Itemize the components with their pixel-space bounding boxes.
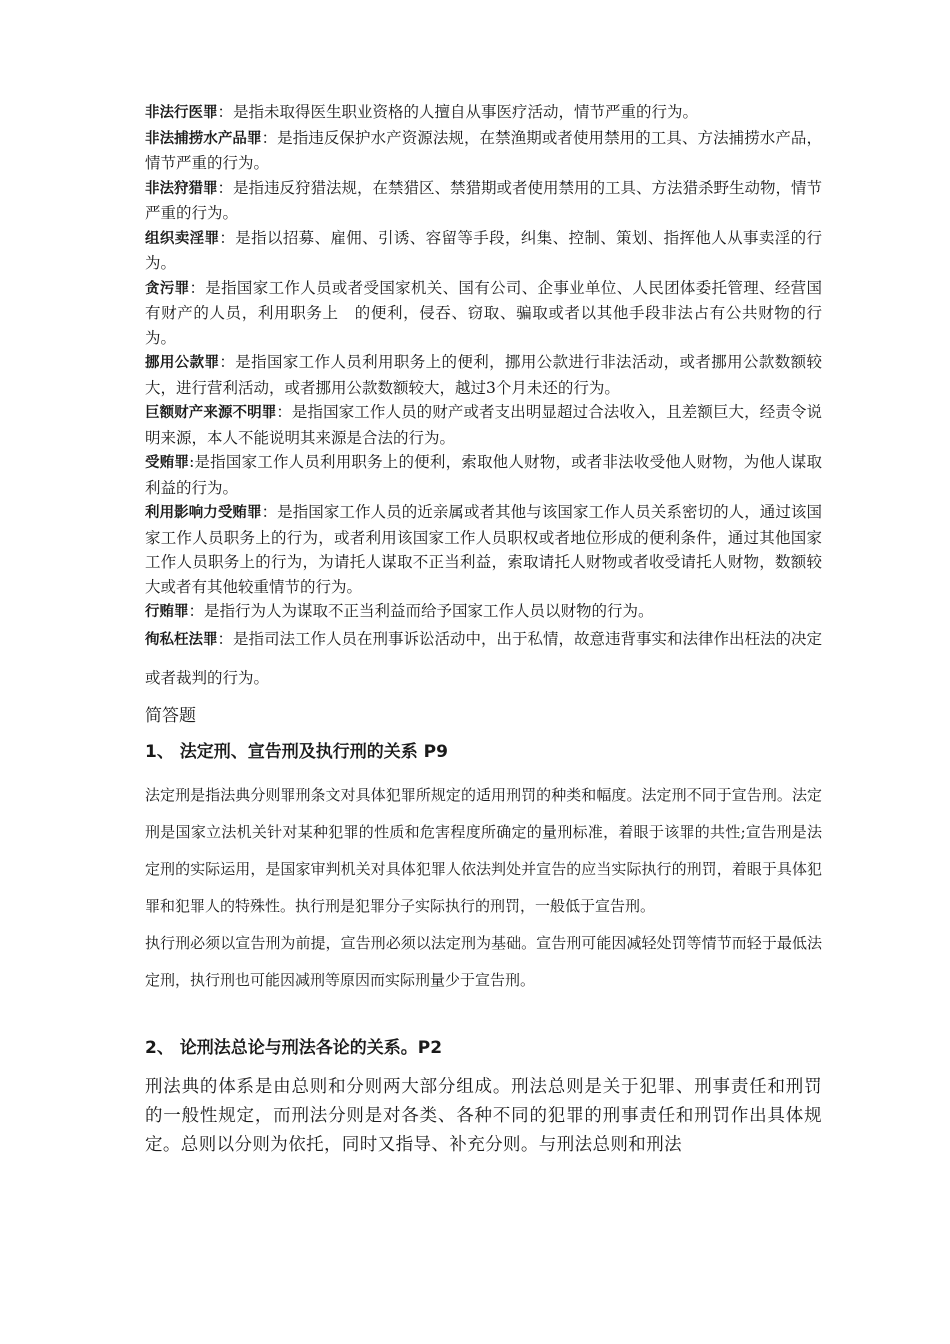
definition-text: ：是指违反狩猎法规，在禁猎区、禁猎期或者使用禁用的工具、方法猎杀野生动物，情节严重的行为。	[145, 178, 823, 222]
definition-term: 组织卖淫罪	[145, 230, 220, 247]
definition-term: 非法狩猎罪	[145, 180, 218, 197]
definition-text: ：是指违反保护水产资源法规，在禁渔期或者使用禁用的工具、方法捕捞水产品，情节严重的行为。	[145, 128, 822, 172]
definition-term: 贪污罪	[145, 280, 190, 297]
definition-item	[145, 100, 822, 126]
definition-term: 非法捕捞水产品罪	[145, 130, 262, 147]
definition-term: 巨额财产来源不明罪	[145, 405, 277, 421]
question-2-title: 2、 论刑法总论与刑法各论的关系。P2	[145, 1037, 443, 1058]
definition-item	[145, 350, 822, 400]
definition-text: ：是指国家工作人员的财产或者支出明显超过合法收入，且差额巨大，经责令说明来源，本人不能说明其来源是合法的行为。	[145, 403, 822, 447]
spacer	[145, 999, 822, 1025]
definition-item	[145, 500, 822, 599]
definition-item	[145, 400, 822, 450]
definition-term: 行贿罪	[145, 604, 189, 620]
definition-term: 受贿罪	[145, 455, 190, 471]
definition-term: 徇私枉法罪	[145, 631, 218, 648]
definition-item	[145, 450, 822, 500]
definition-text: :是指国家工作人员利用职务上的便利，索取他人财物，或者非法收受他人财物，为他人谋取利益的行为。	[145, 453, 822, 497]
definition-term: 非法行医罪	[145, 105, 218, 121]
definition-text: ：是指以招募、雇佣、引诱、容留等手段，纠集、控制、策划、指挥他人从事卖淫的行为。	[145, 228, 822, 272]
definition-text: ：是指国家工作人员的近亲属或者其他与该国家工作人员关系密切的人，通过该国家工作人员职务上的行为，或者利用该国家工作人员职权或者地位形成的便利条件，通过其他国家工作人员职务上的行为，为请托人谋取不正当利益，索取请托人财物或者收受请托人财物，数额较大或者有其他较重情节的行为。	[145, 503, 822, 596]
definition-term: 利用影响力受贿罪	[145, 505, 262, 521]
definition-text: ：是指司法工作人员在刑事诉讼活动中，出于私情，故意违背事实和法律作出枉法的决定或者裁判的行为。	[145, 629, 823, 687]
section-heading: 简答题	[145, 705, 196, 726]
definition-text: ：是指国家工作人员利用职务上的便利，挪用公款进行非法活动，或者挪用公款数额较大，进行营利活动，或者挪用公款数额较大，越过3个月未还的行为。	[145, 353, 822, 397]
definition-text: ：是指国家工作人员或者受国家机关、国有公司、企事业单位、人民团体委托管理、经营国有财产的人员，利用职务上 的便利，侵吞、窃取、骗取或者以其他手段非法占有公共财物的行为。	[145, 278, 822, 347]
definition-item	[145, 276, 822, 351]
definition-text: ：是指未取得医生职业资格的人擅自从事医疗活动，情节严重的行为。	[217, 103, 699, 121]
definition-item	[145, 176, 822, 226]
definitions-list	[145, 100, 822, 697]
definition-text: ：是指行为人为谋取不正当利益而给予国家工作人员以财物的行为。	[188, 602, 654, 620]
definition-item	[145, 126, 822, 176]
question-1-title: 1、 法定刑、宣告刑及执行刑的关系 P9	[145, 741, 448, 762]
question-1-paragraph: 法定刑是指法典分则罪刑条文对具体犯罪所规定的适用刑罚的种类和幅度。法定刑不同于宣告刑。法定刑是国家立法机关针对某种犯罪的性质和危害程度所确定的量刑标准，着眼于该罪的共性;宣告刑是法定刑的实际运用，是国家审判机关对具体犯罪人依法判处并宣告的应当实际执行的刑罚，着眼于具体犯罪和犯罪人的特殊性。执行刑是犯罪分子实际执行的刑罚，一般低于宣告刑。	[145, 785, 822, 915]
definition-term: 挪用公款罪	[145, 355, 220, 371]
question-2-paragraph: 刑法典的体系是由总则和分则两大部分组成。刑法总则是关于犯罪、刑事责任和刑罚的一般性规定，而刑法分则是对各类、各种不同的犯罪的刑事责任和刑罚作出具体规定。总则以分则为依托，同时又指导、补充分则。与刑法总则和刑法	[145, 1076, 822, 1155]
question-1-paragraph: 执行刑必须以宣告刑为前提，宣告刑必须以法定刑为基础。宣告刑可能因减轻处罚等情节而轻于最低法定刑，执行刑也可能因减刑等原因而实际刑量少于宣告刑。	[145, 933, 822, 989]
definition-item	[145, 620, 822, 697]
definition-item	[145, 226, 822, 276]
